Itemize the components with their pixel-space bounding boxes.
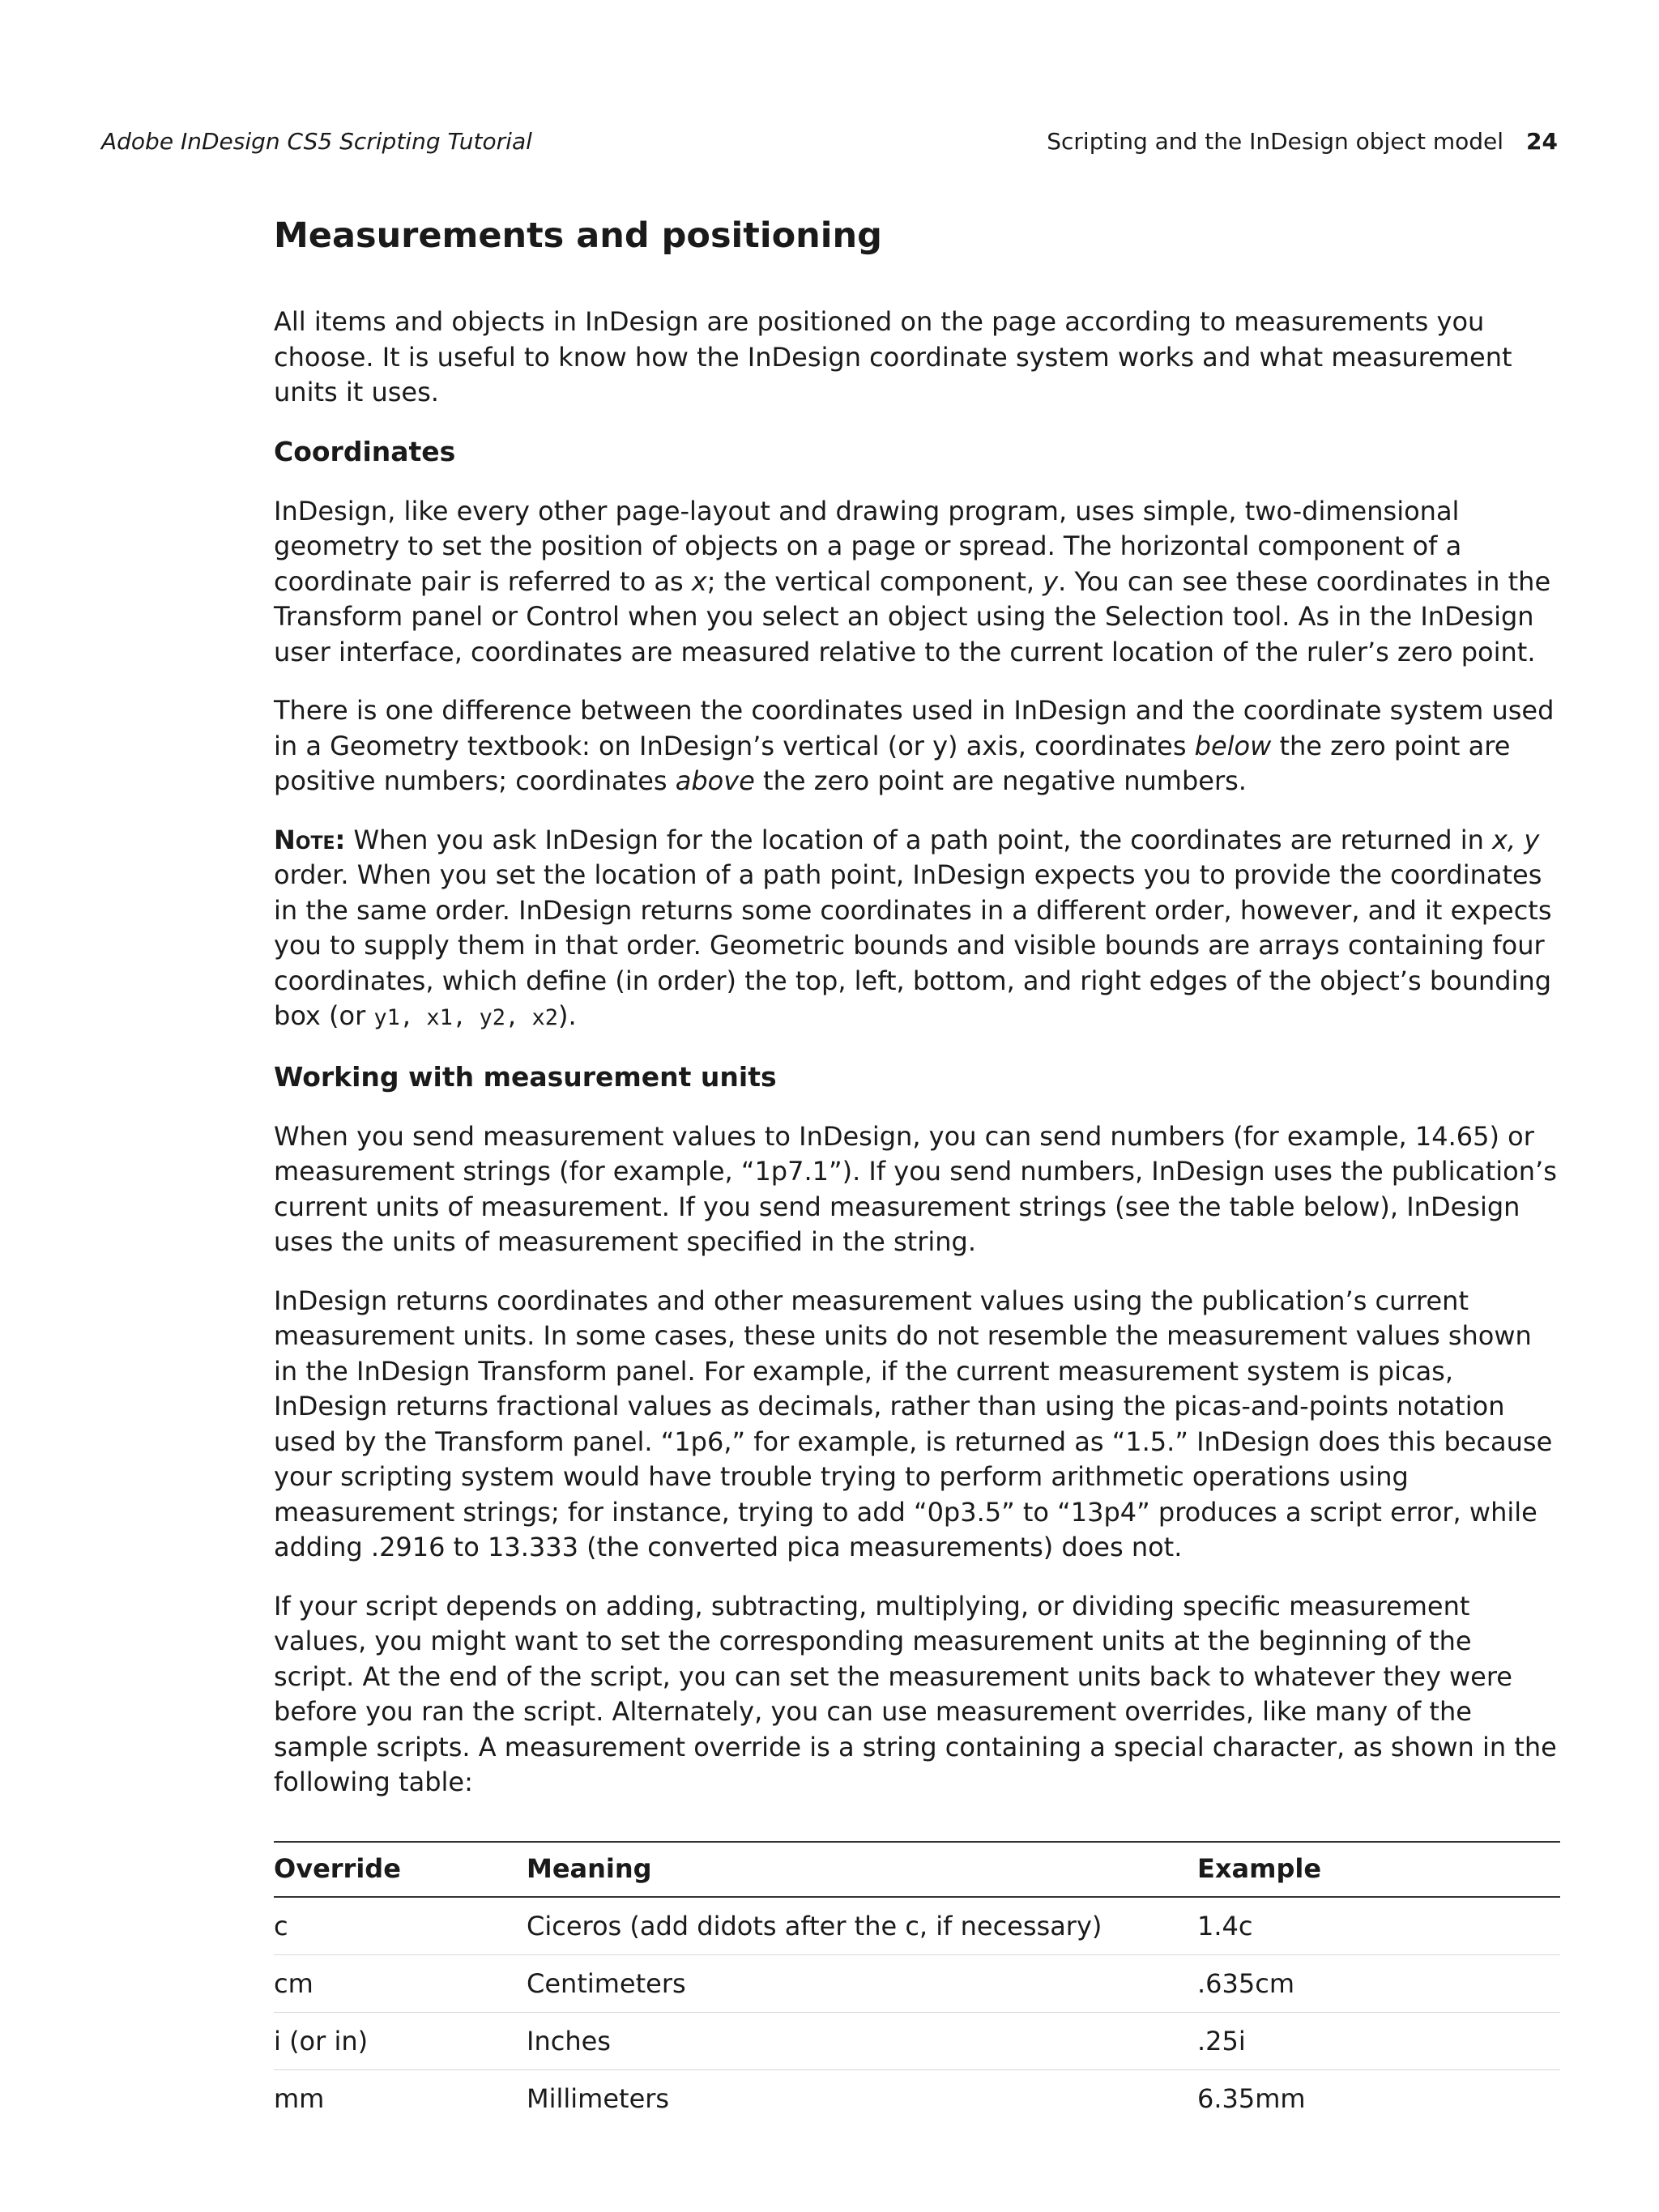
chapter-header bbox=[1047, 128, 1558, 155]
note-label: Note: bbox=[274, 824, 346, 855]
header-override: Override bbox=[274, 1842, 527, 1897]
cell-meaning: Centimeters bbox=[527, 1954, 1197, 2012]
cell-example: .25i bbox=[1197, 2012, 1560, 2069]
coordinates-heading: Coordinates bbox=[274, 435, 456, 467]
cell-override: i (or in) bbox=[274, 2012, 527, 2069]
cell-example: .635cm bbox=[1197, 1954, 1560, 2012]
cell-meaning: Millimeters bbox=[527, 2082, 670, 2114]
coordinates-paragraph-1: InDesign, like every other page-layout and drawing program, uses simple, two-dimensional geometry to set the position of objects on a page or spread. The horizontal component of a coordinate pair is referred to as x; the vertical component, y. You can see these coordinates in the Transform panel or Control when you select an object using the Selection tool. As in the InDesign user interface, coordinates are measured relative to the current location of the ruler’s zero point. bbox=[274, 495, 1551, 667]
intro-paragraph: All items and objects in InDesign are positioned on the page according to measurements you choose. It is useful to know how the InDesign coordinate system works and what measurement units it uses. bbox=[274, 306, 1512, 407]
cell-example: 1.4c bbox=[1197, 1897, 1560, 1955]
book-title: Adobe InDesign CS5 Scripting Tutorial bbox=[101, 128, 532, 155]
coordinates-paragraph-2: There is one difference between the coordinates used in InDesign and the coordinate system used in a Geometry textbook: on InDesign’s vertical (or y) axis, coordinates below the zero point are positive numbers; coordinates above the zero point are negative numbers. bbox=[274, 695, 1555, 796]
code-bounds: y1, x1, y2, x2 bbox=[373, 1005, 558, 1030]
table-row bbox=[274, 1954, 1560, 2012]
cell-override: mm bbox=[274, 2082, 325, 2114]
table-row bbox=[274, 2069, 1560, 2127]
table-header-row bbox=[274, 1842, 1560, 1897]
table-row bbox=[274, 1897, 1560, 1955]
cell-override: c bbox=[274, 1897, 527, 1955]
cell-meaning: Inches bbox=[527, 2012, 1197, 2069]
running-head bbox=[101, 128, 1558, 160]
chapter-title: Scripting and the InDesign object model bbox=[1047, 128, 1504, 155]
note-paragraph: Note: When you ask InDesign for the location of a path point, the coordinates are returned in x, y order. When you set the location of a path point, InDesign expects you to provide the coordinates in the same order. InDesign returns some coordinates in a different order, however, and it expects you to supply them in that order. Geometric bounds and visible bounds are arrays containing four coordinates, which define (in order) the top, left, bottom, and right edges of the object’s bounding box (or y1, x1, y2, x2). bbox=[274, 824, 1552, 1031]
header-example: Example bbox=[1197, 1842, 1560, 1897]
cell-meaning: Ciceros (add didots after the c, if necessary) bbox=[527, 1897, 1197, 1955]
units-paragraph-3: If your script depends on adding, subtracting, multiplying, or dividing specific measurement values, you might want to set the corresponding measurement units at the beginning of the script. At the end of the script, you can set the measurement units back to whatever they were before you ran the script. Alternately, you can use measurement overrides, like many of the sample scripts. A measurement override is a string containing a special character, as shown in the following table: bbox=[274, 1590, 1557, 1797]
section-title: Measurements and positioning bbox=[274, 215, 882, 256]
page-content bbox=[274, 212, 1560, 2127]
header-meaning: Meaning bbox=[527, 1842, 1197, 1897]
units-paragraph-1: When you send measurement values to InDesign, you can send numbers (for example, 14.65) or measurement strings (for example, “1p7.1”). If you send numbers, InDesign uses the publication’s current units of measurement. If you send measurement strings (see the table below), InDesign uses the units of measurement specified in the string. bbox=[274, 1120, 1557, 1257]
overrides-table bbox=[274, 1841, 1560, 2127]
units-paragraph-2: InDesign returns coordinates and other measurement values using the publication’s current measurement units. In some cases, these units do not resemble the measurement values shown in the InDesign Transform panel. For example, if the current measurement system is picas, InDesign returns fractional values as decimals, rather than using the picas-and-points notation used by the Transform panel. “1p6,” for example, is returned as “1.5.” InDesign does this because your scripting system would have trouble trying to perform arithmetic operations using measurement strings; for instance, trying to add “0p3.5” to “13p4” produces a script error, while adding .2916 to 13.333 (the converted pica measurements) does not. bbox=[274, 1285, 1553, 1562]
units-heading: Working with measurement units bbox=[274, 1060, 777, 1093]
cell-example: 6.35mm bbox=[1197, 2082, 1306, 2114]
table-row bbox=[274, 2012, 1560, 2069]
page-number: 24 bbox=[1526, 128, 1558, 155]
cell-override: cm bbox=[274, 1954, 527, 2012]
